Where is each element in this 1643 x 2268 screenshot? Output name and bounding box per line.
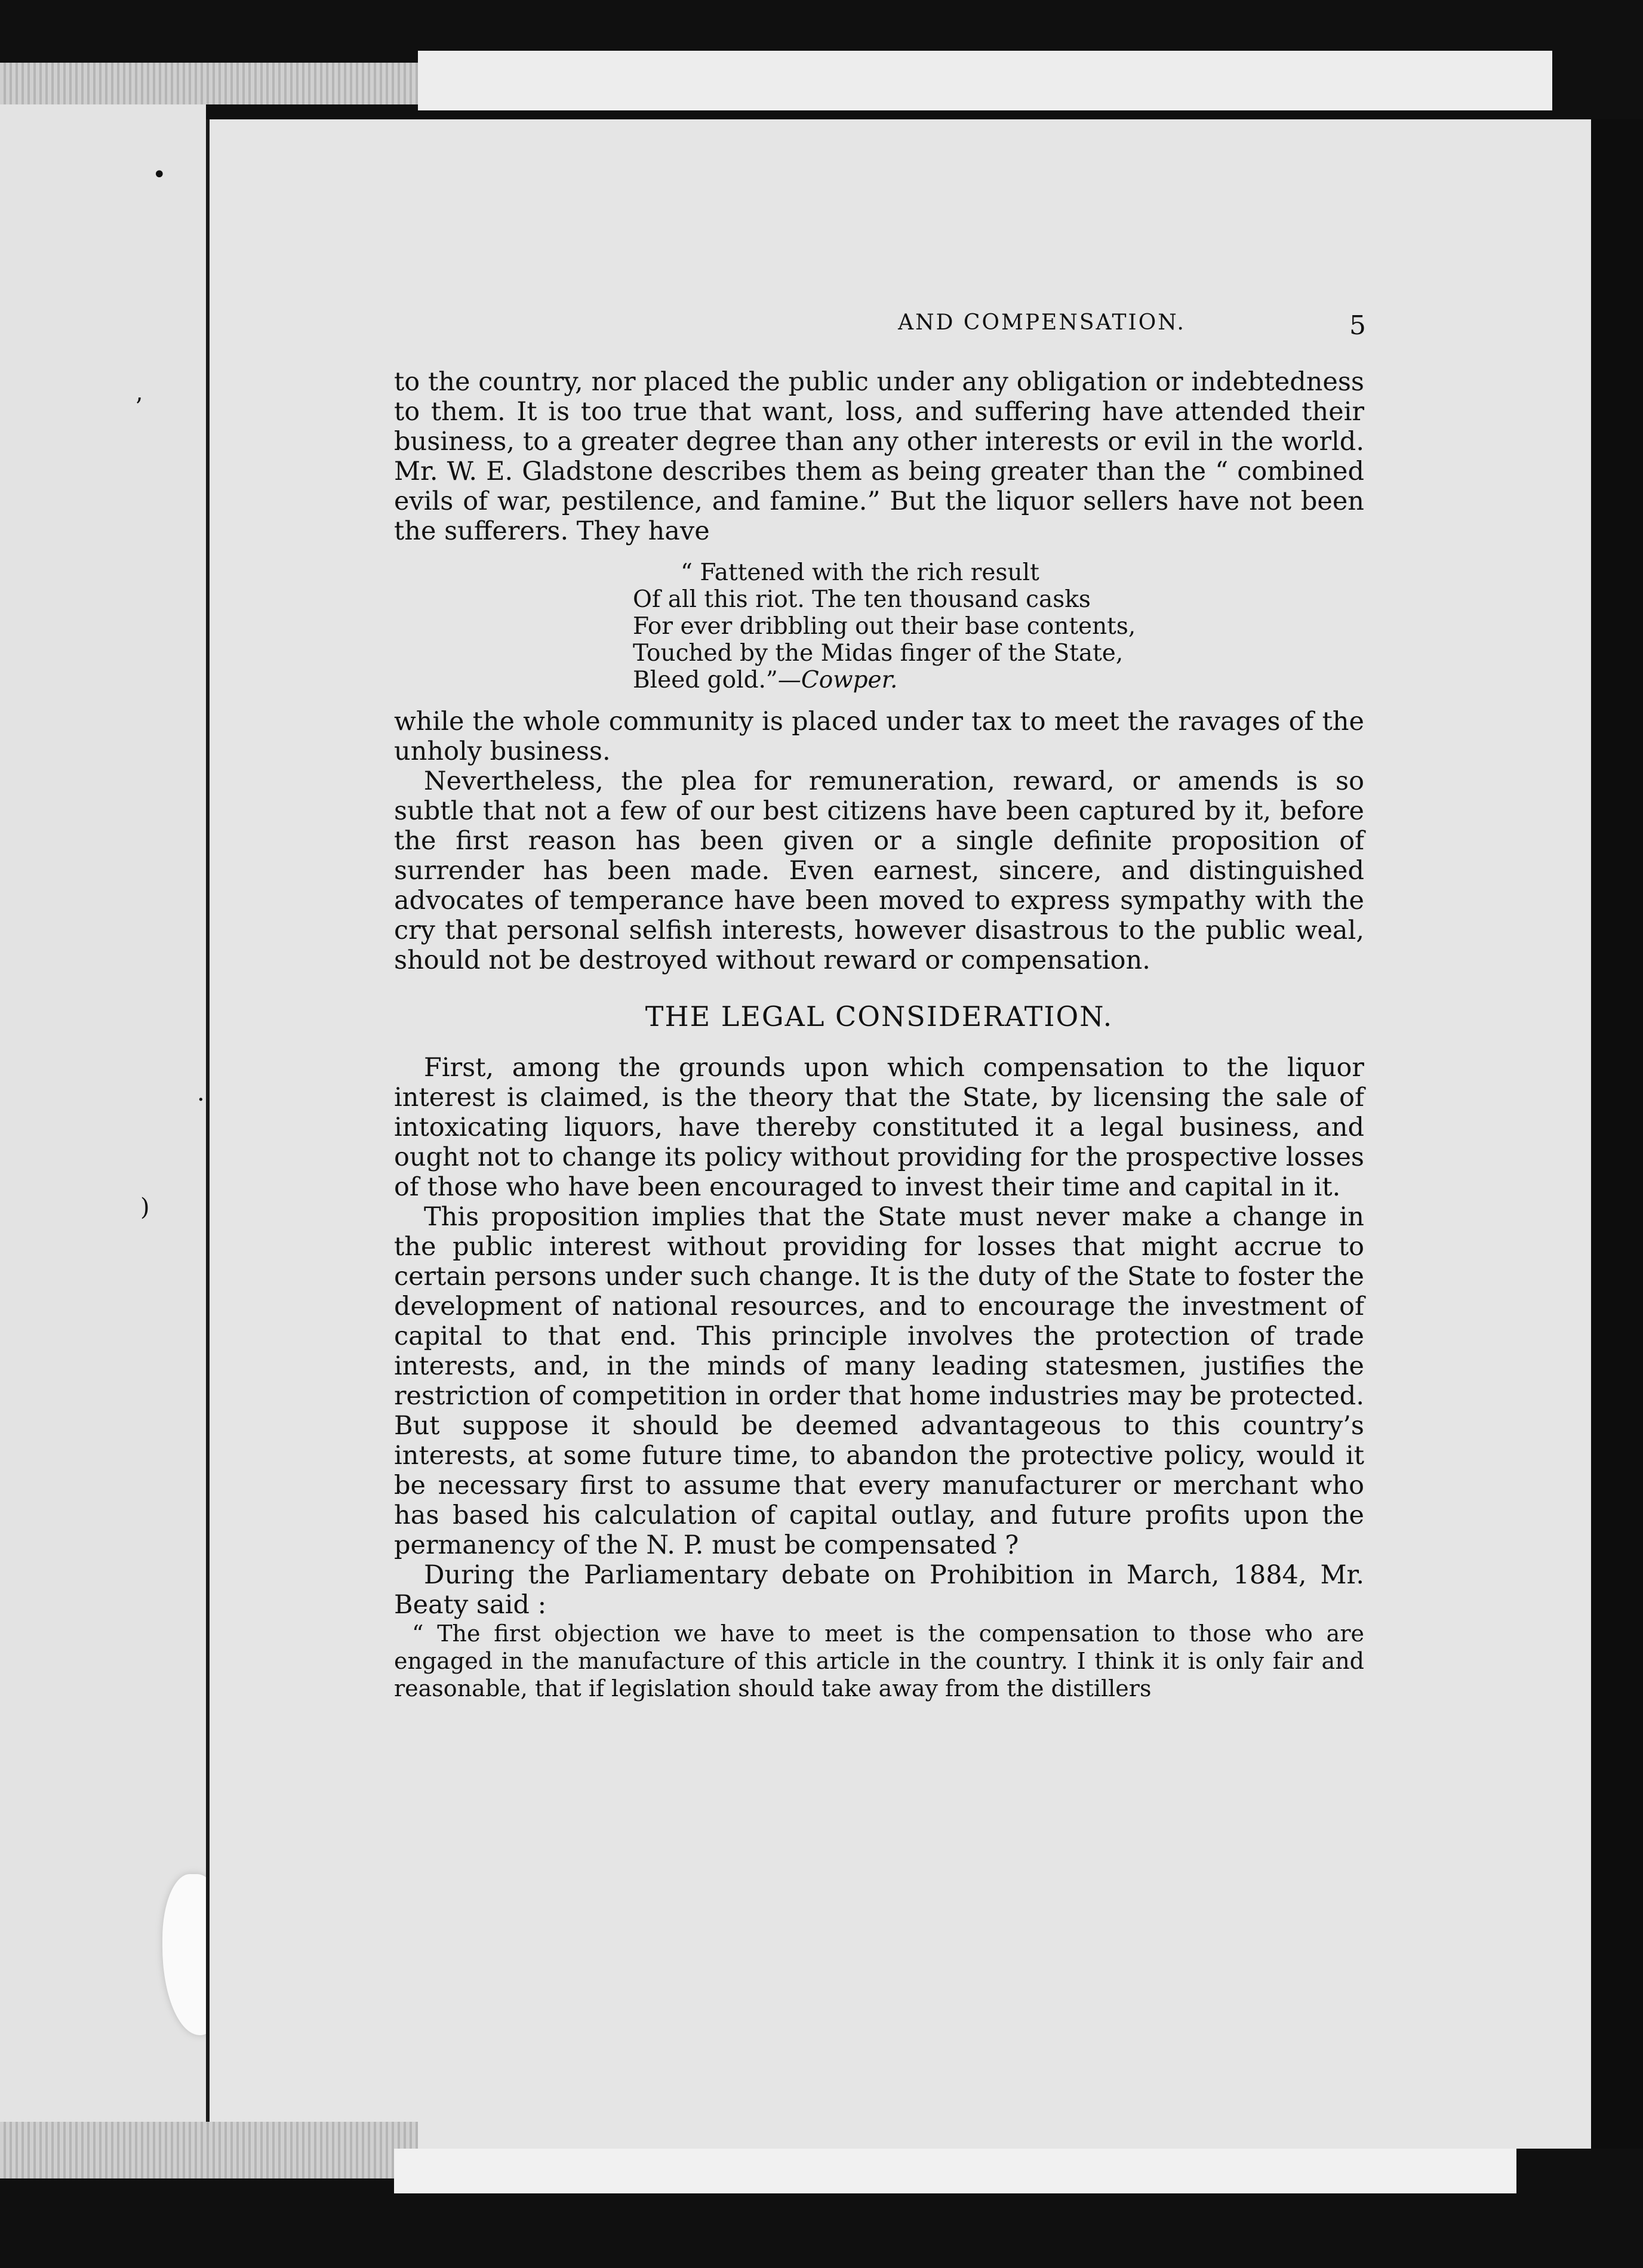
verse-line-1: “ Fattened with the rich result — [681, 559, 1039, 586]
scanner-strip-top — [0, 63, 418, 104]
paragraph-1: to the country, nor placed the public under any obligation or indebtedness to them. It is too true that want, loss, and suffering have attended their business, to a greater degree than any other interests or evil in the world. Mr. W. E. Gladstone describes them as being greater than the “ combined evils of war, pestilence, and famine.” But the liquor sellers have not been the sufferers. They have — [394, 367, 1364, 546]
verse-line-5-text: Bleed gold.” — [633, 667, 778, 694]
running-head: AND COMPENSATION. — [898, 310, 1186, 335]
block-quote: “ The first objection we have to meet is the compensation to those who are engaged in the manufacture of this article in the country. I think it is only fair and reasonable, that if legislation should take away from the distillers — [394, 1620, 1364, 1702]
paragraph-3: Nevertheless, the plea for remuneration, reward, or amends is so subtle that not a few of our best citizens have been captured by it, before the first reason has been given or a single definite proposition of surrender has been made. Even earnest, sincere, and distinguished advocates of temperance have been moved to express sympathy with the cry that personal selfish interests, however disastrous to the public weal, should not be destroyed without reward or compensation. — [394, 766, 1364, 975]
verse-line-2: Of all this riot. The ten thousand casks — [633, 586, 1091, 613]
body-text — [394, 367, 1364, 1702]
paragraph-5: This proposition implies that the State must never make a change in the public interest without providing for losses that might accrue to certain persons under such change. It is the duty of the State to foster the development of national resources, and to encourage the investment of capital to that end. This principle involves the protection of trade interests, and, in the minds of many leading statesmen, justifies the restriction of competition in order that home industries may be protected. But suppose it should be deemed advantageous to this country’s interests, at some future time, to abandon the protective policy, would it be necessary first to assume that every manufacturer or merchant who has based his calculation of capital outlay, and future profits upon the permanency of the N. P. must be compensated ? — [394, 1202, 1364, 1560]
scanner-strip-bottom — [0, 2122, 418, 2178]
section-heading: THE LEGAL CONSIDERATION. — [645, 1000, 1113, 1033]
verse-line-3: For ever dribbling out their base contents, — [633, 613, 1136, 640]
verse-line-4: Touched by the Midas finger of the State, — [633, 640, 1124, 667]
page-number: 5 — [1349, 310, 1366, 341]
scanner-strip-bottom-right — [394, 2149, 1516, 2193]
paragraph-6: During the Parliamentary debate on Prohibition in March, 1884, Mr. Beaty said : — [394, 1560, 1364, 1620]
paragraph-2: while the whole community is placed under tax to meet the ravages of the unholy business. — [394, 707, 1364, 766]
verse-quotation — [633, 559, 1364, 694]
scanner-strip-top-right — [418, 51, 1552, 110]
paragraph-4: First, among the grounds upon which compensation to the liquor interest is claimed, is the theory that the State, by licensing the sale of intoxicating liquors, have thereby constituted it a legal business, and ought not to change its policy without providing for the prospective losses of those who have been encouraged to invest their time and capital in it. — [394, 1053, 1364, 1202]
page-header — [206, 310, 1591, 352]
page-shadow-edge — [1591, 119, 1643, 2149]
facing-page-edge — [0, 104, 206, 2122]
verse-attribution: —Cowper. — [777, 667, 898, 694]
verse-line-5 — [633, 667, 1364, 694]
